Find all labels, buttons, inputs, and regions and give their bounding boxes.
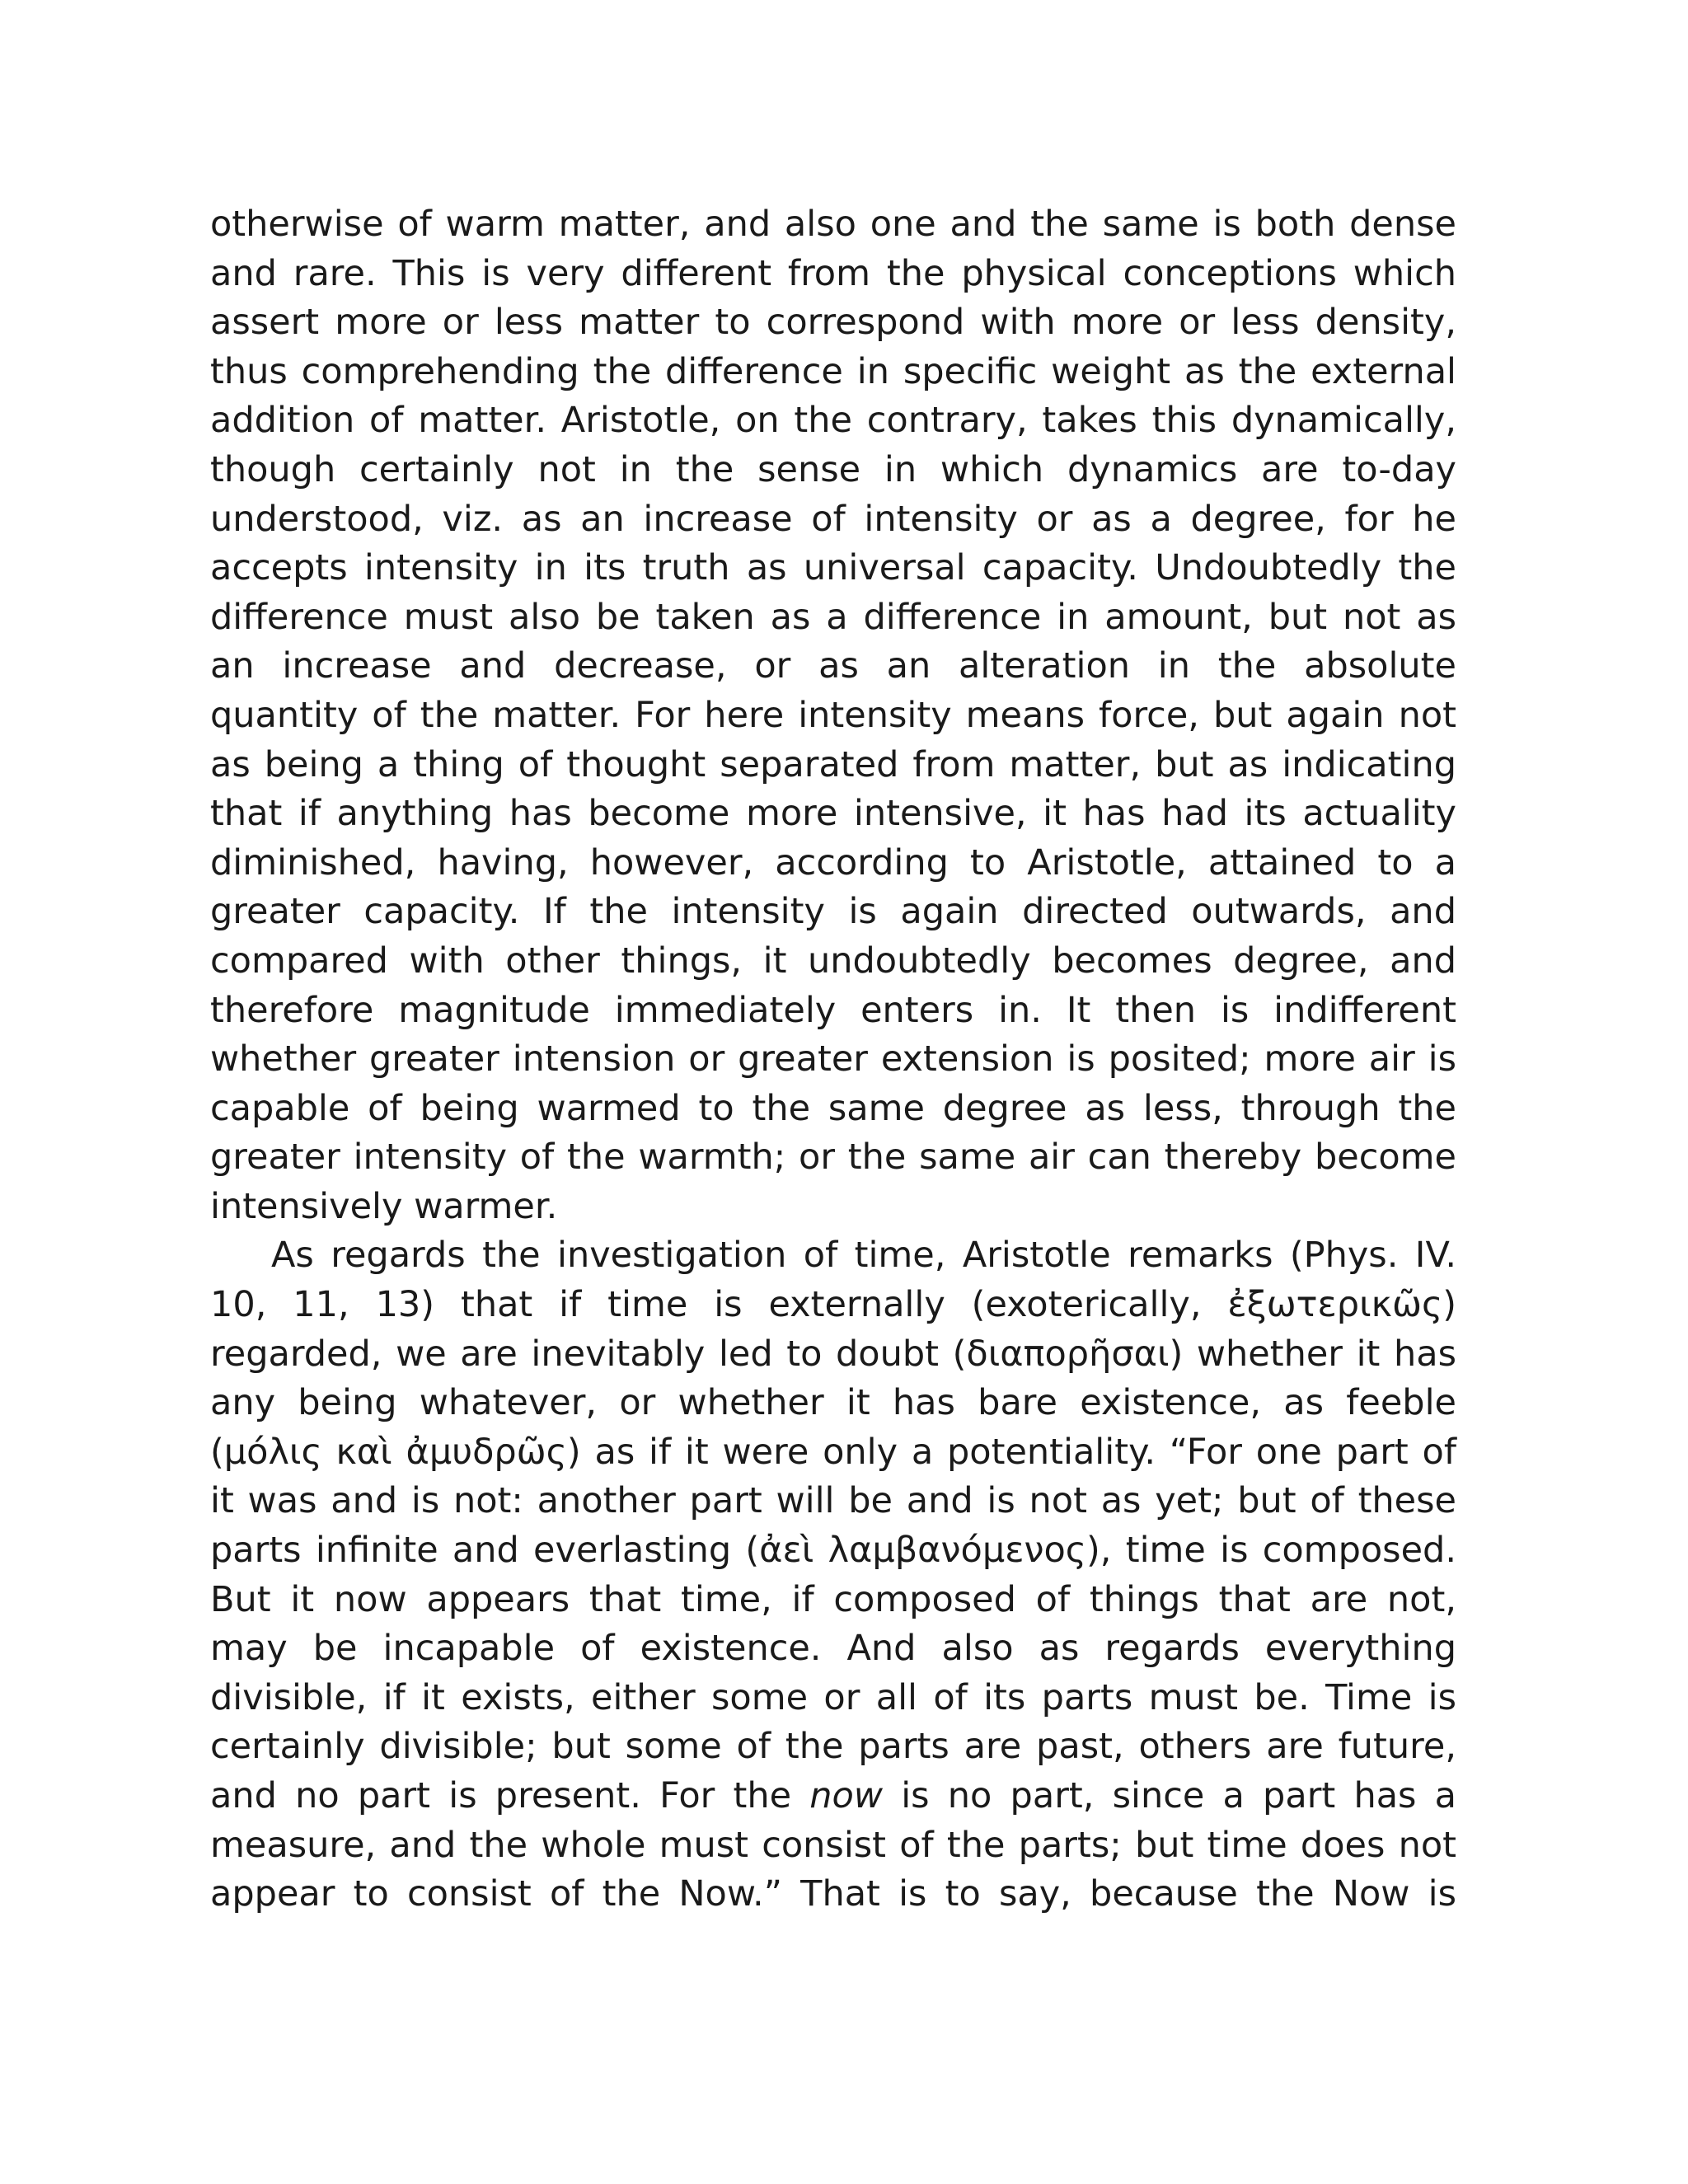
text-line: appear to consist of the Now.” That is to say, because the Now is <box>210 1873 1456 1915</box>
text-line: any being whatever, or whether it has bare existence, as feeble <box>210 1382 1456 1424</box>
text-line: assert more or less matter to correspond with more or less density, <box>210 302 1456 344</box>
text-line: addition of matter. Aristotle, on the contrary, takes this dynamically, <box>210 400 1456 442</box>
text-line: it was and is not: another part will be and is not as yet; but of these <box>210 1480 1456 1522</box>
text-line: But it now appears that time, if composed of things that are not, <box>210 1578 1456 1620</box>
paragraph-2 <box>210 1231 1456 1919</box>
text-line: (μόλις καὶ ἀμυδρῶς) as if it were only a potentiality. “For one part of <box>210 1431 1456 1473</box>
text-line: certainly divisible; but some of the parts are past, others are future, <box>210 1726 1456 1768</box>
body-text <box>210 200 1456 1919</box>
text-line: quantity of the matter. For here intensity means force, but again not <box>210 694 1456 736</box>
line-end: is no part, since a part has a <box>883 1775 1456 1816</box>
text-line: understood, viz. as an increase of intensity or as a degree, for he <box>210 498 1456 540</box>
text-line: therefore magnitude immediately enters in. It then is indifferent <box>210 989 1456 1031</box>
text-line: difference must also be taken as a difference in amount, but not as <box>210 596 1456 638</box>
text-line: thus comprehending the difference in specific weight as the external <box>210 350 1456 392</box>
line-start: and no part is present. For the <box>210 1775 810 1816</box>
paragraph-1 <box>210 200 1456 1231</box>
text-line: whether greater intension or greater extension is posited; more air is <box>210 1038 1456 1080</box>
text-line: regarded, we are inevitably led to doubt (διαπορῆσαι) whether it has <box>210 1333 1456 1375</box>
text-line: diminished, having, however, according to Aristotle, attained to a <box>210 841 1456 883</box>
text-line: capable of being warmed to the same degree as less, through the <box>210 1087 1456 1129</box>
text-line: an increase and decrease, or as an alteration in the absolute <box>210 645 1456 687</box>
text-line: parts infinite and everlasting (ἀεὶ λαμβανόμενος), time is composed. <box>210 1530 1456 1572</box>
italic-word: now <box>809 1775 884 1816</box>
text-line: and rare. This is very different from the physical conceptions which <box>210 252 1456 294</box>
text-line: divisible, if it exists, either some or all of its parts must be. Time is <box>210 1676 1456 1718</box>
text-line: though certainly not in the sense in which dynamics are to-day <box>210 448 1456 490</box>
text-line: greater intensity of the warmth; or the same air can thereby become <box>210 1137 1456 1179</box>
text-line: accepts intensity in its truth as universal capacity. Undoubtedly the <box>210 547 1456 589</box>
text-line: 10, 11, 13) that if time is externally (exoterically, ἐξωτερικῶς) <box>210 1284 1456 1326</box>
text-line: measure, and the whole must consist of the parts; but time does not <box>210 1824 1456 1866</box>
text-line: otherwise of warm matter, and also one and the same is both dense <box>210 204 1456 245</box>
text-line: that if anything has become more intensive, it has had its actuality <box>210 793 1456 835</box>
text-line: greater capacity. If the intensity is again directed outwards, and <box>210 891 1456 933</box>
text-line-with-italic <box>210 1772 1456 1821</box>
text-line: may be incapable of existence. And also as regards everything <box>210 1628 1456 1670</box>
text-line: intensively warmer. <box>210 1185 558 1227</box>
text-line: compared with other things, it undoubtedly becomes degree, and <box>210 940 1456 982</box>
text-line: As regards the investigation of time, Aristotle remarks (Phys. IV. <box>271 1235 1456 1277</box>
text-line: as being a thing of thought separated from matter, but as indicating <box>210 743 1456 785</box>
